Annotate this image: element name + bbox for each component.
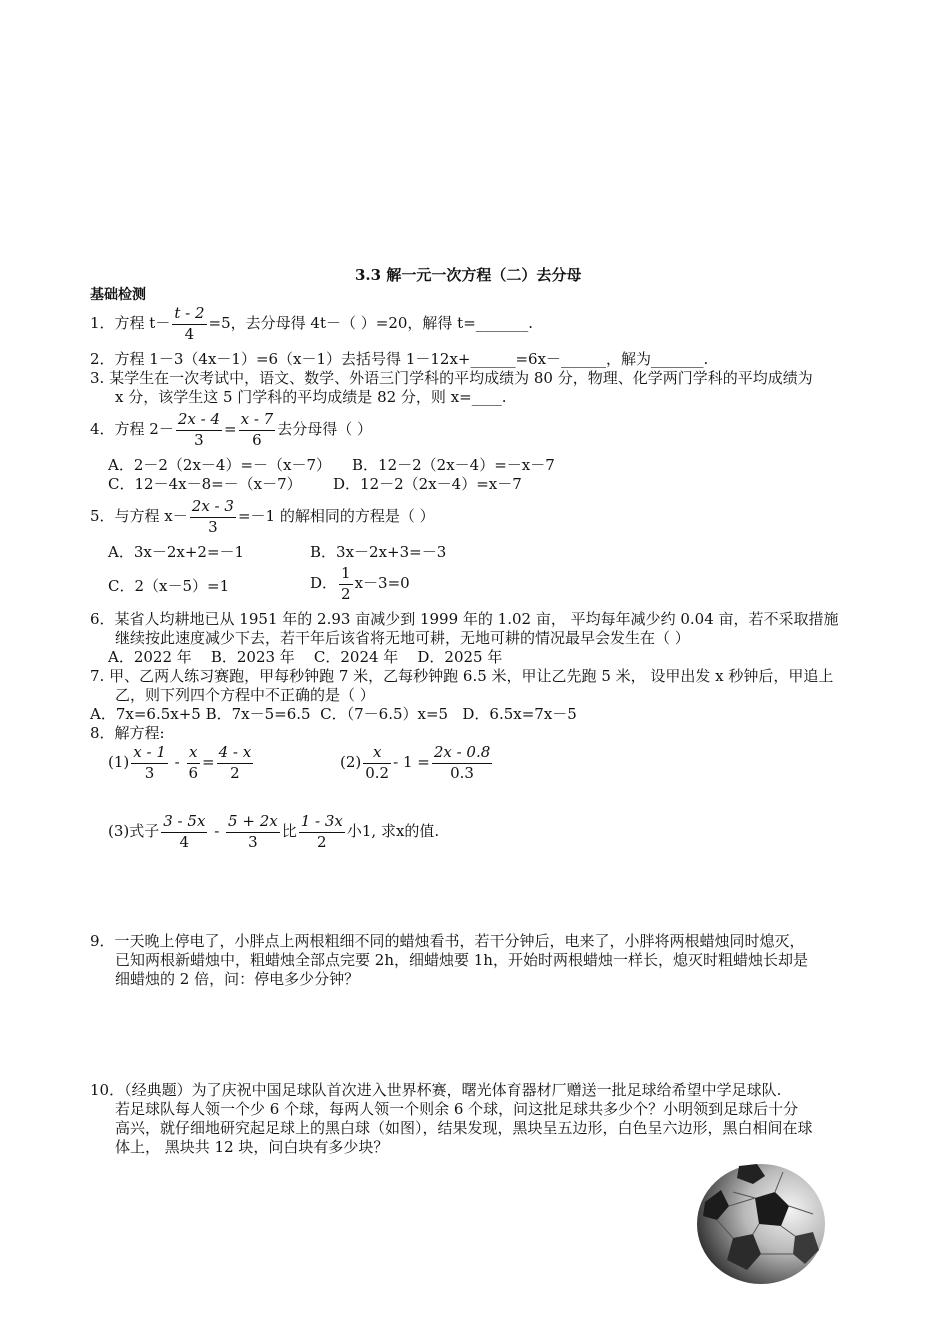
q8-3-numerator-3: 1 - 3x: [299, 812, 345, 833]
q5-option-d: [310, 564, 410, 604]
question-3-line-1: 3. 某学生在一次考试中，语文、数学、外语三门学科的平均成绩为 80 分，物理、化学两门学科的平均成绩为: [90, 369, 813, 387]
q4-fraction-2: [239, 410, 276, 450]
q5-option-d-label: D．: [310, 574, 338, 592]
q5-prefix: 5．与方程 x－: [90, 507, 188, 525]
question-9-line-2: 已知两根新蜡烛中，粗蜡烛全部点完要 2h，细蜡烛要 1h，开始时两根蜡烛一样长，熄灭时粗蜡烛长却是: [115, 951, 808, 969]
question-6-line-1: 6．某省人均耕地已从 1951 年的 2.93 亩减少到 1999 年的 1.02 亩， 平均每年减少约 0.04 亩，若不采取措施: [90, 610, 839, 628]
q8-3-compare: 比: [281, 822, 297, 840]
q5-option-a: A．3x－2x+2=－1: [108, 543, 245, 561]
question-3-line-2: x 分，该学生这 5 门学科的平均成绩是 82 分，则 x=____.: [115, 388, 507, 406]
question-6-line-2: 继续按此速度减少下去，若干年后该省将无地可耕，无地可耕的情况最早会发生在（ ）: [115, 629, 690, 647]
q4-fraction-1: [176, 410, 222, 450]
q8-3-numerator-1: 3 - 5x: [161, 812, 207, 833]
q5-option-c: C．2（x－5）=1: [108, 577, 230, 595]
question-1: [90, 304, 533, 344]
q4-denominator-2: 6: [252, 430, 262, 449]
q8-problem-2: [340, 743, 494, 783]
q4-option-c: C．12－4x－8=－（x－7）: [108, 475, 302, 493]
q8-1-label: (1): [108, 753, 130, 771]
q8-3-denominator-1: 4: [179, 832, 190, 851]
q8-2-fraction-1: [363, 743, 391, 783]
q8-1-numerator-2: x: [187, 743, 201, 764]
q1-prefix: 1．方程 t－: [90, 314, 171, 332]
q8-2-denominator-1: 0.2: [365, 763, 390, 782]
question-8-heading: 8．解方程:: [90, 724, 165, 742]
q8-1-denominator-3: 2: [230, 763, 240, 782]
q8-2-numerator-1: x: [363, 743, 391, 764]
q8-2-middle: - 1 =: [393, 753, 430, 771]
q8-3-fraction-3: [299, 812, 345, 852]
q8-3-label: (3)式子: [108, 822, 160, 840]
q4-numerator-1: 2x - 4: [176, 410, 222, 431]
q4-numerator-2: x - 7: [239, 410, 276, 431]
q8-1-numerator-1: x - 1: [131, 743, 168, 764]
q7-options: A．7x=6.5x+5 B．7x－5=6.5 C．（7－6.5）x=5 D．6.5x=7x－5: [90, 705, 577, 723]
q8-1-equals: =: [202, 753, 215, 771]
q8-1-fraction-3: [217, 743, 254, 783]
q8-3-fraction-2: [226, 812, 280, 852]
q4-option-d: D．12－2（2x－4）=x－7: [333, 475, 522, 493]
q5-fraction: [190, 497, 236, 537]
q5-option-b: B．3x－2x+3=－3: [310, 543, 447, 561]
q8-2-denominator-2: 0.3: [450, 763, 474, 782]
question-5: [90, 497, 435, 537]
q8-1-denominator-2: 6: [188, 763, 199, 782]
q8-3-numerator-2: 5 + 2x: [226, 812, 280, 833]
q8-2-label: (2): [340, 753, 362, 771]
q8-problem-1: [108, 743, 255, 783]
q5-suffix: =－1 的解相同的方程是（ ）: [237, 507, 435, 525]
question-10-line-4: 体上， 黑块共 12 块，问白块有多少块？: [115, 1138, 389, 1156]
q4-denominator-1: 3: [194, 430, 204, 449]
q1-numerator: t - 2: [172, 304, 206, 325]
q5-option-d-numerator: 1: [339, 564, 353, 585]
q8-3-fraction-1: [161, 812, 207, 852]
q4-equals: =: [224, 420, 237, 438]
q8-2-numerator-2: 2x - 0.8: [432, 743, 492, 764]
q8-1-numerator-3: 4 - x: [217, 743, 254, 764]
page-title: 3.3 解一元一次方程（二）去分母: [355, 266, 582, 284]
q5-denominator: 3: [208, 517, 218, 536]
q6-options: A．2022 年 B．2023 年 C．2024 年 D．2025 年: [108, 648, 503, 666]
section-heading: 基础检测: [90, 287, 146, 303]
question-4: [90, 410, 372, 450]
question-9-line-1: 9．一天晚上停电了，小胖点上两根粗细不同的蜡烛看书，若干分钟后，电来了，小胖将两根蜡烛同时熄灭，: [90, 932, 805, 950]
q4-option-a: A．2－2（2x－4）=－（x－7）: [108, 456, 332, 474]
question-10-line-2: 若足球队每人领一个少 6 个球，每两人领一个则余 6 个球，问这批足球共多少个？小明领到足球后十分: [115, 1100, 799, 1118]
q1-fraction: [172, 304, 206, 344]
question-10-line-1: 10．（经典题）为了庆祝中国足球队首次进入世界杯赛，曙光体育器材厂赠送一批足球给希望中学足球队.: [90, 1081, 782, 1099]
q8-1-minus: -: [174, 753, 180, 771]
question-7-line-1: 7. 甲、乙两人练习赛跑，甲每秒钟跑 7 米，乙每秒钟跑 6.5 米，甲让乙先跑 5 米， 设甲出发 x 秒钟后，甲追上: [90, 667, 834, 685]
q5-option-d-denominator: 2: [341, 584, 351, 603]
question-7-line-2: 乙，则下列四个方程中不正确的是（ ）: [115, 686, 375, 704]
q5-option-d-fraction: [339, 564, 353, 604]
soccer-ball-icon: [695, 1162, 827, 1286]
q8-2-fraction-2: [432, 743, 492, 783]
q5-option-d-rest: x－3=0: [354, 574, 410, 592]
q1-denominator: 4: [184, 324, 195, 343]
q8-1-fraction-2: [187, 743, 201, 783]
q4-option-b: B．12－2（2x－4）=－x－7: [352, 456, 555, 474]
q8-1-fraction-1: [131, 743, 168, 783]
question-9-line-3: 细蜡烛的 2 倍，问：停电多少分钟？: [115, 970, 360, 988]
q4-suffix: 去分母得（ ）: [277, 420, 372, 438]
q1-suffix: =5，去分母得 4t－（ ）=20，解得 t=_______.: [208, 314, 534, 332]
q8-problem-3: [108, 812, 439, 852]
q8-3-denominator-3: 2: [317, 832, 327, 851]
q8-3-suffix: 小1, 求x的值.: [346, 822, 440, 840]
q4-prefix: 4．方程 2－: [90, 420, 174, 438]
q8-1-denominator-1: 3: [144, 763, 155, 782]
q8-3-denominator-2: 3: [248, 832, 258, 851]
q5-numerator: 2x - 3: [190, 497, 236, 518]
q8-3-minus: -: [214, 822, 220, 840]
question-2: 2．方程 1－3（4x－1）=6（x－1）去括号得 1－12x+______=6x－______，解为_______.: [90, 350, 709, 368]
question-10-line-3: 高兴，就仔细地研究起足球上的黑白球（如图），结果发现，黑块呈五边形，白色呈六边形，黑白相间在球: [115, 1119, 813, 1137]
